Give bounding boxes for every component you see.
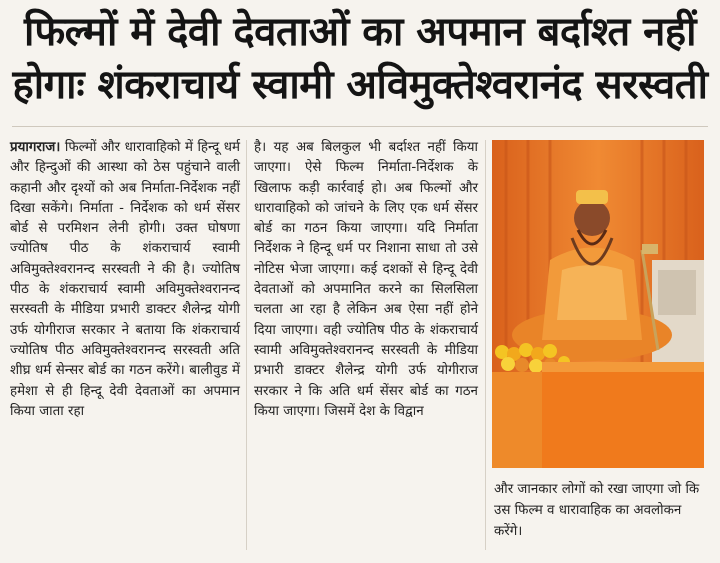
column-2-text: है। यह अब बिलकुल भी बर्दाश्त नहीं किया जाएगा। ऐसे फिल्म निर्माता-निर्देशक के खिलाफ कड़ी कार्रवाई हो। अब फिल्मों और धारावाहिको को जांचने के लिए एक धर्म सेंसर बोर्ड का गठन किया जाएगा। यदि निर्माता निर्देशक ने हिन्दू धर्म पर निशाना साधा तो उसे नोटिस भेजा जाएगा। कई दशकों से हिन्दू देवी देवताओं को अपमानित करने का सिलसिला चलता आ रहा है लेकिन अब ऐसा नहीं होने दिया जाएगा। वही ज्योतिष पीठ के शंकराचार्य स्वामी अविमुक्तेश्वरानन्द सरस्वती के मीडिया प्रभारी डाक्टर शैलेन्द्र योगी उर्फ योगीराज सरकार ने कि अति धर्म सेंसर बोर्ड का गठन किया जाएगा। जिसमें देश के विद्वान: [254, 140, 478, 419]
photo-caption: और जानकार लोगों को रखा जाएगा जो कि उस फिल्म व धारावाहिक का अवलोकन करेंगे।: [494, 482, 700, 539]
news-photo: [492, 140, 704, 468]
headline: [0, 6, 720, 112]
headline-line-1: फिल्मों में देवी देवताओं का अपमान बर्दाश्त नहीं: [24, 9, 696, 55]
article-column-2: [254, 138, 478, 422]
headline-line-2: होगाः शंकराचार्य स्वामी अविमुक्तेश्वरानंद सरस्वती: [12, 62, 708, 108]
column-divider-2: [485, 140, 486, 550]
article-column-1: [10, 138, 240, 422]
column-1-text: फिल्मों और धारावाहिको में हिन्दू धर्म और हिन्दुओं की आस्था को ठेस पहुंचाने वाली कहानी और दृश्यों को अब निर्माता-निर्देशक नहीं दिखा सकेंगे। निर्माता - निर्देशक को धर्म सेंसर बोर्ड से परमिशन लेनी होगी। उक्त घोषणा ज्योतिष पीठ के शंकराचार्य स्वामी अविमुक्तेश्वरानन्द सरस्वती ने की है। ज्योतिष पीठ के शंकराचार्य स्वामी अविमुक्तेश्वरानन्द सरस्वती के मीडिया प्रभारी डाक्टर शैलेन्द्र योगी उर्फ योगीराज सरकार ने बताया कि शंकराचार्य ज्योतिष पीठ अविमुक्तेश्वरानन्द सरस्वती अति शीघ्र धर्म सेन्सर बोर्ड का गठन करेंगे। बालीवुड में हमेशा से ही हिन्दू देवी देवताओं का अपमान किया जाता रहा: [10, 140, 240, 419]
photo-illustration: [492, 140, 704, 468]
dateline: प्रयागराज।: [10, 140, 61, 155]
column-divider-1: [246, 140, 247, 550]
headline-rule: [12, 126, 708, 127]
